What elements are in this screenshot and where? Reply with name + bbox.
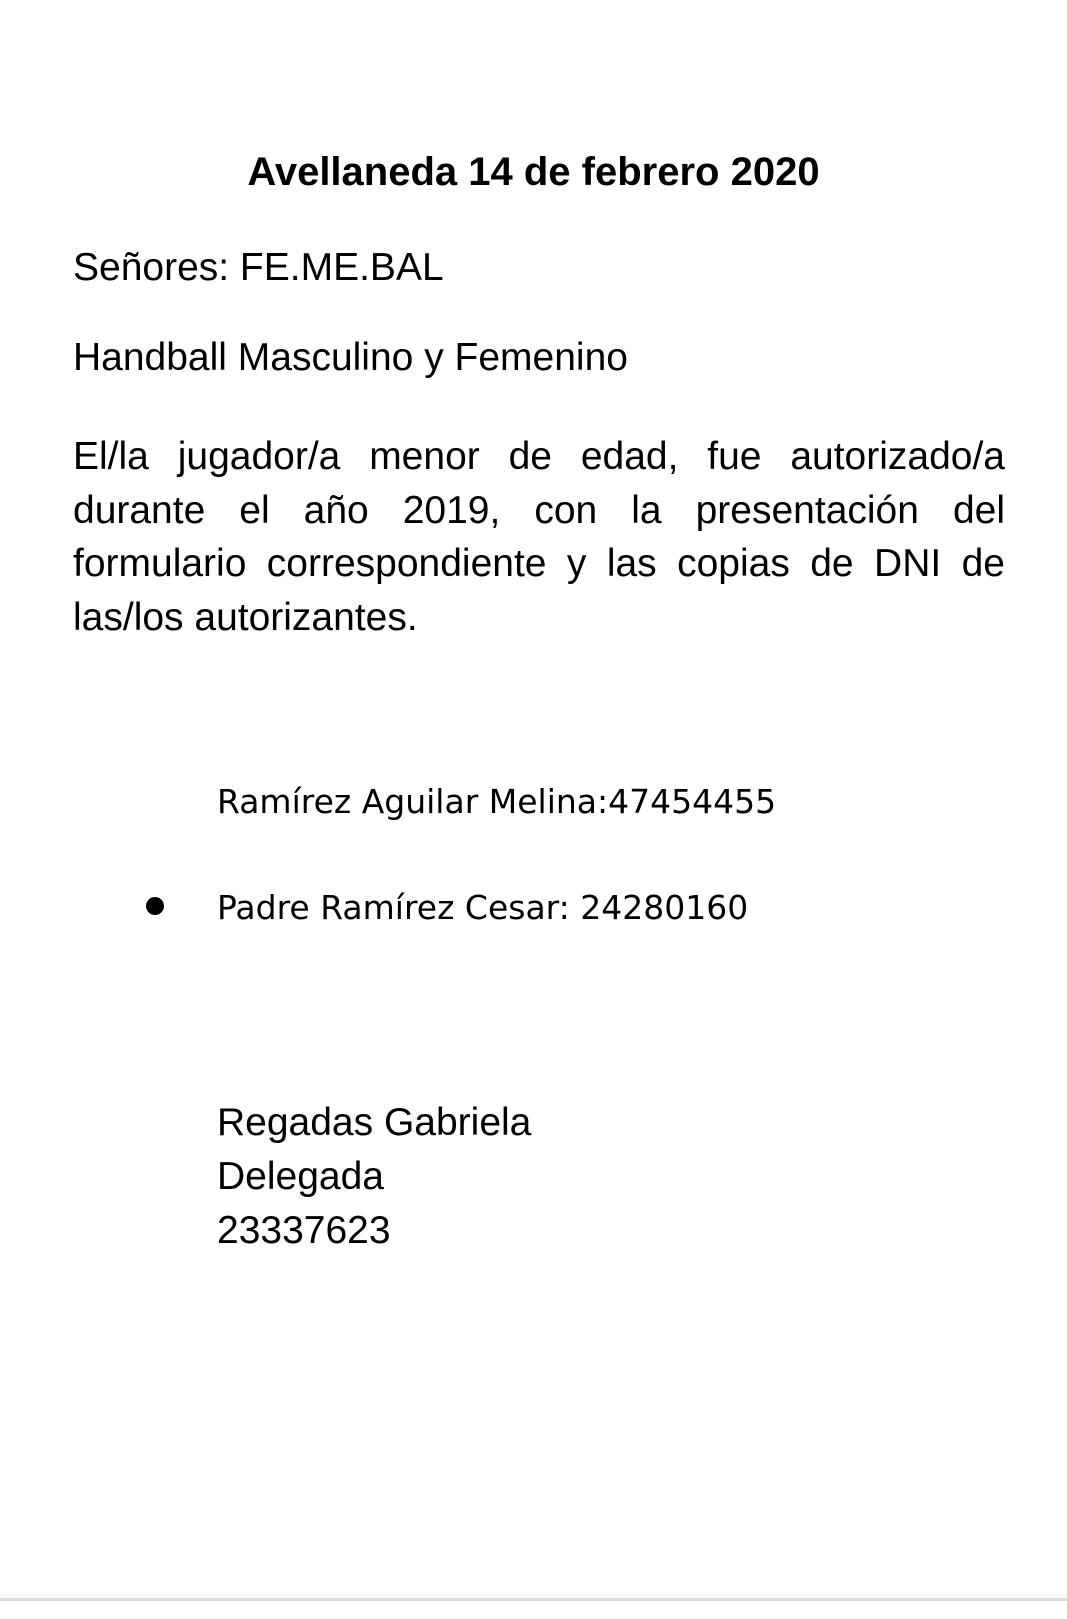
signature-block — [217, 1096, 531, 1258]
player-line: Ramírez Aguilar Melina:47454455 — [217, 782, 777, 821]
bullet-icon — [146, 897, 164, 915]
signature-name: Regadas Gabriela — [217, 1101, 532, 1144]
signature-id: 23337623 — [217, 1209, 391, 1252]
subject-line: Handball Masculino y Femenino — [73, 336, 628, 379]
recipient-line: Señores: FE.ME.BAL — [73, 246, 444, 289]
guardian-line: Padre Ramírez Cesar: 24280160 — [217, 888, 749, 927]
signature-role: Delegada — [217, 1155, 384, 1198]
body-paragraph: El/la jugador/a menor de edad, fue autorizado/a durante el año 2019, con la presentación del formulario correspondiente y las copias de DNI de las/los autorizantes. — [73, 435, 1005, 639]
page-bottom-divider — [0, 1598, 1067, 1601]
letter-heading: Avellaneda 14 de febrero 2020 — [247, 150, 820, 194]
